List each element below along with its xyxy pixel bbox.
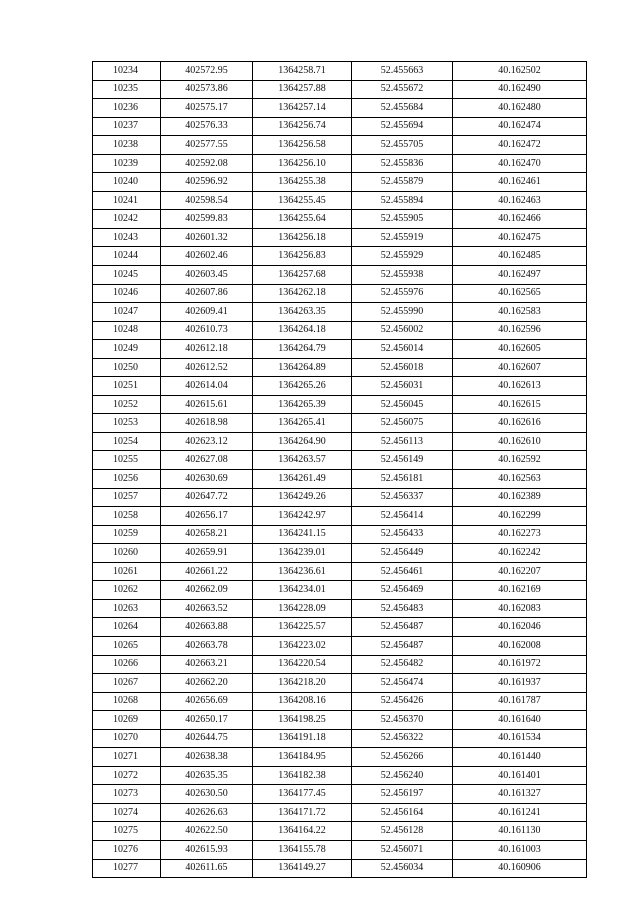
x-coordinate-cell: 402592.08 bbox=[161, 154, 253, 173]
longitude-cell: 40.162207 bbox=[453, 562, 587, 581]
point-id-cell: 10260 bbox=[93, 544, 161, 563]
point-id-cell: 10258 bbox=[93, 507, 161, 526]
point-id-cell: 10273 bbox=[93, 785, 161, 804]
table-row bbox=[93, 822, 587, 841]
longitude-cell: 40.162596 bbox=[453, 321, 587, 340]
latitude-cell: 52.456240 bbox=[352, 766, 453, 785]
point-id-cell: 10254 bbox=[93, 432, 161, 451]
latitude-cell: 52.455976 bbox=[352, 284, 453, 303]
y-coordinate-cell: 1364164.22 bbox=[253, 822, 352, 841]
y-coordinate-cell: 1364218.20 bbox=[253, 674, 352, 693]
longitude-cell: 40.161937 bbox=[453, 674, 587, 693]
table-row bbox=[93, 748, 587, 767]
table-row bbox=[93, 117, 587, 136]
point-id-cell: 10249 bbox=[93, 340, 161, 359]
x-coordinate-cell: 402663.52 bbox=[161, 599, 253, 618]
longitude-cell: 40.162502 bbox=[453, 62, 587, 81]
longitude-cell: 40.161327 bbox=[453, 785, 587, 804]
table-row bbox=[93, 414, 587, 433]
table-row bbox=[93, 729, 587, 748]
latitude-cell: 52.456164 bbox=[352, 803, 453, 822]
y-coordinate-cell: 1364265.26 bbox=[253, 377, 352, 396]
latitude-cell: 52.456474 bbox=[352, 674, 453, 693]
x-coordinate-cell: 402635.35 bbox=[161, 766, 253, 785]
longitude-cell: 40.161440 bbox=[453, 748, 587, 767]
x-coordinate-cell: 402603.45 bbox=[161, 266, 253, 285]
point-id-cell: 10237 bbox=[93, 117, 161, 136]
y-coordinate-cell: 1364264.90 bbox=[253, 432, 352, 451]
y-coordinate-cell: 1364255.38 bbox=[253, 173, 352, 192]
y-coordinate-cell: 1364225.57 bbox=[253, 618, 352, 637]
y-coordinate-cell: 1364223.02 bbox=[253, 636, 352, 655]
x-coordinate-cell: 402611.65 bbox=[161, 859, 253, 878]
table-row bbox=[93, 154, 587, 173]
point-id-cell: 10267 bbox=[93, 674, 161, 693]
y-coordinate-cell: 1364258.71 bbox=[253, 62, 352, 81]
latitude-cell: 52.456337 bbox=[352, 488, 453, 507]
point-id-cell: 10256 bbox=[93, 470, 161, 489]
table-row bbox=[93, 266, 587, 285]
point-id-cell: 10262 bbox=[93, 581, 161, 600]
latitude-cell: 52.455929 bbox=[352, 247, 453, 266]
latitude-cell: 52.456487 bbox=[352, 618, 453, 637]
coordinate-table bbox=[92, 61, 587, 878]
x-coordinate-cell: 402663.88 bbox=[161, 618, 253, 637]
point-id-cell: 10238 bbox=[93, 136, 161, 155]
x-coordinate-cell: 402656.17 bbox=[161, 507, 253, 526]
point-id-cell: 10272 bbox=[93, 766, 161, 785]
x-coordinate-cell: 402573.86 bbox=[161, 80, 253, 99]
y-coordinate-cell: 1364208.16 bbox=[253, 692, 352, 711]
table-row bbox=[93, 711, 587, 730]
latitude-cell: 52.455694 bbox=[352, 117, 453, 136]
y-coordinate-cell: 1364171.72 bbox=[253, 803, 352, 822]
table-row bbox=[93, 432, 587, 451]
latitude-cell: 52.456014 bbox=[352, 340, 453, 359]
latitude-cell: 52.456197 bbox=[352, 785, 453, 804]
point-id-cell: 10252 bbox=[93, 395, 161, 414]
longitude-cell: 40.162563 bbox=[453, 470, 587, 489]
latitude-cell: 52.455919 bbox=[352, 228, 453, 247]
x-coordinate-cell: 402644.75 bbox=[161, 729, 253, 748]
table-row bbox=[93, 99, 587, 118]
x-coordinate-cell: 402661.22 bbox=[161, 562, 253, 581]
longitude-cell: 40.162497 bbox=[453, 266, 587, 285]
longitude-cell: 40.160906 bbox=[453, 859, 587, 878]
x-coordinate-cell: 402572.95 bbox=[161, 62, 253, 81]
y-coordinate-cell: 1364264.79 bbox=[253, 340, 352, 359]
longitude-cell: 40.162083 bbox=[453, 599, 587, 618]
x-coordinate-cell: 402599.83 bbox=[161, 210, 253, 229]
latitude-cell: 52.456487 bbox=[352, 636, 453, 655]
y-coordinate-cell: 1364239.01 bbox=[253, 544, 352, 563]
longitude-cell: 40.161972 bbox=[453, 655, 587, 674]
longitude-cell: 40.162008 bbox=[453, 636, 587, 655]
y-coordinate-cell: 1364263.35 bbox=[253, 303, 352, 322]
point-id-cell: 10247 bbox=[93, 303, 161, 322]
x-coordinate-cell: 402602.46 bbox=[161, 247, 253, 266]
x-coordinate-cell: 402656.69 bbox=[161, 692, 253, 711]
latitude-cell: 52.456426 bbox=[352, 692, 453, 711]
table-row bbox=[93, 470, 587, 489]
longitude-cell: 40.162480 bbox=[453, 99, 587, 118]
table-row bbox=[93, 618, 587, 637]
y-coordinate-cell: 1364155.78 bbox=[253, 840, 352, 859]
x-coordinate-cell: 402607.86 bbox=[161, 284, 253, 303]
longitude-cell: 40.162466 bbox=[453, 210, 587, 229]
y-coordinate-cell: 1364265.41 bbox=[253, 414, 352, 433]
y-coordinate-cell: 1364242.97 bbox=[253, 507, 352, 526]
point-id-cell: 10241 bbox=[93, 191, 161, 210]
table-row bbox=[93, 210, 587, 229]
y-coordinate-cell: 1364228.09 bbox=[253, 599, 352, 618]
table-row bbox=[93, 395, 587, 414]
table-row bbox=[93, 692, 587, 711]
table-row bbox=[93, 488, 587, 507]
y-coordinate-cell: 1364257.68 bbox=[253, 266, 352, 285]
x-coordinate-cell: 402650.17 bbox=[161, 711, 253, 730]
x-coordinate-cell: 402662.09 bbox=[161, 581, 253, 600]
latitude-cell: 52.456149 bbox=[352, 451, 453, 470]
y-coordinate-cell: 1364265.39 bbox=[253, 395, 352, 414]
table-row bbox=[93, 228, 587, 247]
table-row bbox=[93, 358, 587, 377]
x-coordinate-cell: 402615.93 bbox=[161, 840, 253, 859]
point-id-cell: 10259 bbox=[93, 525, 161, 544]
longitude-cell: 40.162169 bbox=[453, 581, 587, 600]
table-row bbox=[93, 173, 587, 192]
x-coordinate-cell: 402598.54 bbox=[161, 191, 253, 210]
latitude-cell: 52.456322 bbox=[352, 729, 453, 748]
point-id-cell: 10245 bbox=[93, 266, 161, 285]
y-coordinate-cell: 1364262.18 bbox=[253, 284, 352, 303]
table-row bbox=[93, 340, 587, 359]
longitude-cell: 40.161787 bbox=[453, 692, 587, 711]
x-coordinate-cell: 402630.69 bbox=[161, 470, 253, 489]
y-coordinate-cell: 1364149.27 bbox=[253, 859, 352, 878]
x-coordinate-cell: 402663.21 bbox=[161, 655, 253, 674]
y-coordinate-cell: 1364191.18 bbox=[253, 729, 352, 748]
point-id-cell: 10236 bbox=[93, 99, 161, 118]
table-row bbox=[93, 247, 587, 266]
x-coordinate-cell: 402575.17 bbox=[161, 99, 253, 118]
latitude-cell: 52.456483 bbox=[352, 599, 453, 618]
point-id-cell: 10268 bbox=[93, 692, 161, 711]
longitude-cell: 40.161241 bbox=[453, 803, 587, 822]
y-coordinate-cell: 1364263.57 bbox=[253, 451, 352, 470]
latitude-cell: 52.456128 bbox=[352, 822, 453, 841]
point-id-cell: 10240 bbox=[93, 173, 161, 192]
x-coordinate-cell: 402596.92 bbox=[161, 173, 253, 192]
longitude-cell: 40.162470 bbox=[453, 154, 587, 173]
table-row bbox=[93, 191, 587, 210]
point-id-cell: 10248 bbox=[93, 321, 161, 340]
x-coordinate-cell: 402627.08 bbox=[161, 451, 253, 470]
longitude-cell: 40.162461 bbox=[453, 173, 587, 192]
y-coordinate-cell: 1364264.18 bbox=[253, 321, 352, 340]
y-coordinate-cell: 1364198.25 bbox=[253, 711, 352, 730]
y-coordinate-cell: 1364177.45 bbox=[253, 785, 352, 804]
point-id-cell: 10264 bbox=[93, 618, 161, 637]
x-coordinate-cell: 402647.72 bbox=[161, 488, 253, 507]
y-coordinate-cell: 1364249.26 bbox=[253, 488, 352, 507]
table-body bbox=[93, 62, 587, 878]
latitude-cell: 52.456002 bbox=[352, 321, 453, 340]
y-coordinate-cell: 1364256.18 bbox=[253, 228, 352, 247]
longitude-cell: 40.162610 bbox=[453, 432, 587, 451]
y-coordinate-cell: 1364234.01 bbox=[253, 581, 352, 600]
latitude-cell: 52.456075 bbox=[352, 414, 453, 433]
point-id-cell: 10261 bbox=[93, 562, 161, 581]
longitude-cell: 40.162485 bbox=[453, 247, 587, 266]
x-coordinate-cell: 402622.50 bbox=[161, 822, 253, 841]
x-coordinate-cell: 402626.63 bbox=[161, 803, 253, 822]
latitude-cell: 52.456181 bbox=[352, 470, 453, 489]
table-row bbox=[93, 766, 587, 785]
latitude-cell: 52.456433 bbox=[352, 525, 453, 544]
table-row bbox=[93, 284, 587, 303]
x-coordinate-cell: 402663.78 bbox=[161, 636, 253, 655]
longitude-cell: 40.162475 bbox=[453, 228, 587, 247]
longitude-cell: 40.162472 bbox=[453, 136, 587, 155]
table-row bbox=[93, 636, 587, 655]
latitude-cell: 52.455905 bbox=[352, 210, 453, 229]
point-id-cell: 10265 bbox=[93, 636, 161, 655]
point-id-cell: 10266 bbox=[93, 655, 161, 674]
point-id-cell: 10276 bbox=[93, 840, 161, 859]
longitude-cell: 40.162463 bbox=[453, 191, 587, 210]
longitude-cell: 40.162046 bbox=[453, 618, 587, 637]
latitude-cell: 52.456045 bbox=[352, 395, 453, 414]
point-id-cell: 10253 bbox=[93, 414, 161, 433]
x-coordinate-cell: 402638.38 bbox=[161, 748, 253, 767]
latitude-cell: 52.456461 bbox=[352, 562, 453, 581]
point-id-cell: 10269 bbox=[93, 711, 161, 730]
table-row bbox=[93, 803, 587, 822]
point-id-cell: 10246 bbox=[93, 284, 161, 303]
table-row bbox=[93, 507, 587, 526]
latitude-cell: 52.456071 bbox=[352, 840, 453, 859]
longitude-cell: 40.162273 bbox=[453, 525, 587, 544]
x-coordinate-cell: 402659.91 bbox=[161, 544, 253, 563]
longitude-cell: 40.161130 bbox=[453, 822, 587, 841]
y-coordinate-cell: 1364261.49 bbox=[253, 470, 352, 489]
table-row bbox=[93, 321, 587, 340]
y-coordinate-cell: 1364257.14 bbox=[253, 99, 352, 118]
table-row bbox=[93, 377, 587, 396]
x-coordinate-cell: 402615.61 bbox=[161, 395, 253, 414]
latitude-cell: 52.455684 bbox=[352, 99, 453, 118]
table-row bbox=[93, 303, 587, 322]
latitude-cell: 52.456266 bbox=[352, 748, 453, 767]
table-row bbox=[93, 859, 587, 878]
point-id-cell: 10277 bbox=[93, 859, 161, 878]
x-coordinate-cell: 402612.18 bbox=[161, 340, 253, 359]
y-coordinate-cell: 1364255.45 bbox=[253, 191, 352, 210]
x-coordinate-cell: 402609.41 bbox=[161, 303, 253, 322]
latitude-cell: 52.456031 bbox=[352, 377, 453, 396]
point-id-cell: 10251 bbox=[93, 377, 161, 396]
longitude-cell: 40.161003 bbox=[453, 840, 587, 859]
latitude-cell: 52.456482 bbox=[352, 655, 453, 674]
x-coordinate-cell: 402614.04 bbox=[161, 377, 253, 396]
point-id-cell: 10250 bbox=[93, 358, 161, 377]
latitude-cell: 52.455836 bbox=[352, 154, 453, 173]
y-coordinate-cell: 1364257.88 bbox=[253, 80, 352, 99]
longitude-cell: 40.162565 bbox=[453, 284, 587, 303]
table-row bbox=[93, 674, 587, 693]
point-id-cell: 10243 bbox=[93, 228, 161, 247]
x-coordinate-cell: 402630.50 bbox=[161, 785, 253, 804]
latitude-cell: 52.456018 bbox=[352, 358, 453, 377]
longitude-cell: 40.162605 bbox=[453, 340, 587, 359]
point-id-cell: 10235 bbox=[93, 80, 161, 99]
table-row bbox=[93, 544, 587, 563]
latitude-cell: 52.455894 bbox=[352, 191, 453, 210]
table-row bbox=[93, 80, 587, 99]
table-row bbox=[93, 62, 587, 81]
x-coordinate-cell: 402576.33 bbox=[161, 117, 253, 136]
point-id-cell: 10234 bbox=[93, 62, 161, 81]
point-id-cell: 10239 bbox=[93, 154, 161, 173]
latitude-cell: 52.456113 bbox=[352, 432, 453, 451]
y-coordinate-cell: 1364220.54 bbox=[253, 655, 352, 674]
table-row bbox=[93, 785, 587, 804]
longitude-cell: 40.162490 bbox=[453, 80, 587, 99]
latitude-cell: 52.455705 bbox=[352, 136, 453, 155]
y-coordinate-cell: 1364256.83 bbox=[253, 247, 352, 266]
table-row bbox=[93, 525, 587, 544]
latitude-cell: 52.455990 bbox=[352, 303, 453, 322]
point-id-cell: 10275 bbox=[93, 822, 161, 841]
table-row bbox=[93, 581, 587, 600]
point-id-cell: 10257 bbox=[93, 488, 161, 507]
longitude-cell: 40.162615 bbox=[453, 395, 587, 414]
longitude-cell: 40.162474 bbox=[453, 117, 587, 136]
longitude-cell: 40.162242 bbox=[453, 544, 587, 563]
latitude-cell: 52.455672 bbox=[352, 80, 453, 99]
longitude-cell: 40.162613 bbox=[453, 377, 587, 396]
longitude-cell: 40.161640 bbox=[453, 711, 587, 730]
latitude-cell: 52.456469 bbox=[352, 581, 453, 600]
longitude-cell: 40.162607 bbox=[453, 358, 587, 377]
table-row bbox=[93, 840, 587, 859]
y-coordinate-cell: 1364236.61 bbox=[253, 562, 352, 581]
longitude-cell: 40.162299 bbox=[453, 507, 587, 526]
point-id-cell: 10255 bbox=[93, 451, 161, 470]
table-row bbox=[93, 655, 587, 674]
longitude-cell: 40.162616 bbox=[453, 414, 587, 433]
longitude-cell: 40.162389 bbox=[453, 488, 587, 507]
latitude-cell: 52.456370 bbox=[352, 711, 453, 730]
x-coordinate-cell: 402662.20 bbox=[161, 674, 253, 693]
x-coordinate-cell: 402623.12 bbox=[161, 432, 253, 451]
longitude-cell: 40.161534 bbox=[453, 729, 587, 748]
x-coordinate-cell: 402658.21 bbox=[161, 525, 253, 544]
latitude-cell: 52.455938 bbox=[352, 266, 453, 285]
longitude-cell: 40.161401 bbox=[453, 766, 587, 785]
longitude-cell: 40.162592 bbox=[453, 451, 587, 470]
latitude-cell: 52.456414 bbox=[352, 507, 453, 526]
table-row bbox=[93, 136, 587, 155]
table-row bbox=[93, 599, 587, 618]
point-id-cell: 10242 bbox=[93, 210, 161, 229]
point-id-cell: 10270 bbox=[93, 729, 161, 748]
table-row bbox=[93, 562, 587, 581]
latitude-cell: 52.455879 bbox=[352, 173, 453, 192]
y-coordinate-cell: 1364182.38 bbox=[253, 766, 352, 785]
x-coordinate-cell: 402612.52 bbox=[161, 358, 253, 377]
point-id-cell: 10274 bbox=[93, 803, 161, 822]
y-coordinate-cell: 1364256.58 bbox=[253, 136, 352, 155]
y-coordinate-cell: 1364256.10 bbox=[253, 154, 352, 173]
x-coordinate-cell: 402610.73 bbox=[161, 321, 253, 340]
y-coordinate-cell: 1364264.89 bbox=[253, 358, 352, 377]
latitude-cell: 52.456034 bbox=[352, 859, 453, 878]
longitude-cell: 40.162583 bbox=[453, 303, 587, 322]
x-coordinate-cell: 402577.55 bbox=[161, 136, 253, 155]
point-id-cell: 10263 bbox=[93, 599, 161, 618]
y-coordinate-cell: 1364255.64 bbox=[253, 210, 352, 229]
point-id-cell: 10244 bbox=[93, 247, 161, 266]
latitude-cell: 52.456449 bbox=[352, 544, 453, 563]
table-row bbox=[93, 451, 587, 470]
point-id-cell: 10271 bbox=[93, 748, 161, 767]
y-coordinate-cell: 1364241.15 bbox=[253, 525, 352, 544]
y-coordinate-cell: 1364184.95 bbox=[253, 748, 352, 767]
latitude-cell: 52.455663 bbox=[352, 62, 453, 81]
y-coordinate-cell: 1364256.74 bbox=[253, 117, 352, 136]
x-coordinate-cell: 402618.98 bbox=[161, 414, 253, 433]
x-coordinate-cell: 402601.32 bbox=[161, 228, 253, 247]
